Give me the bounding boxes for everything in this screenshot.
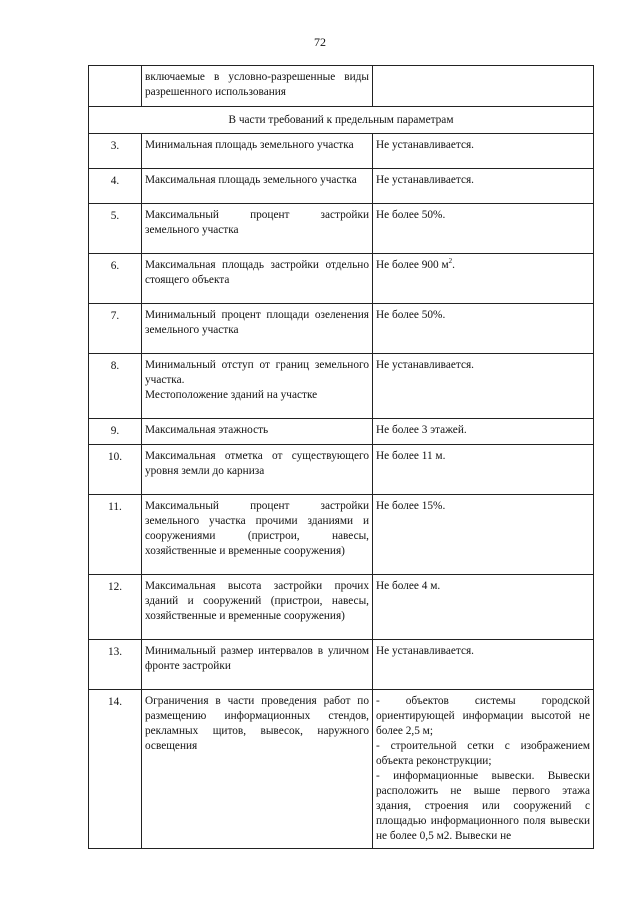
row-value: Не более 4 м. (373, 575, 594, 640)
row-parameter (142, 354, 373, 419)
row-value: Не более 3 этажей. (373, 419, 594, 445)
row-parameter: Максимальный процент застройки земельного участка (142, 204, 373, 254)
row-value: Не более 11 м. (373, 445, 594, 495)
table-row (89, 254, 594, 304)
row-parameter: Максимальный процент застройки земельного участка прочими зданиями и сооружениями (пристрои, навесы, хозяйственные и временные сооружения) (142, 495, 373, 575)
row-number: 10. (89, 445, 142, 495)
table-row (89, 169, 594, 204)
table-row (89, 575, 594, 640)
row-parameter: Минимальный процент площади озеленения земельного участка (142, 304, 373, 354)
row-number: 5. (89, 204, 142, 254)
row-parameter: Максимальная высота застройки прочих зданий и сооружений (пристрои, навесы, хозяйственные и временные сооружения) (142, 575, 373, 640)
table-row-header (89, 66, 594, 107)
row-value: Не более 50%. (373, 204, 594, 254)
row-parameter: Ограничения в части проведения работ по размещению информационных стендов, рекламных щитов, вывесок, наружного освещения (142, 690, 373, 849)
table-row (89, 640, 594, 690)
table-row (89, 445, 594, 495)
table-row (89, 134, 594, 169)
row-parameter: Минимальная площадь земельного участка (142, 134, 373, 169)
parameter-text: Минимальный отступ от границ земельного участка. (145, 359, 369, 386)
value-suffix: . (452, 259, 455, 271)
row-parameter: Максимальная площадь земельного участка (142, 169, 373, 204)
value-superscript: 2 (448, 257, 453, 266)
row-number: 13. (89, 640, 142, 690)
row-parameter: включаемые в условно-разрешенные виды разрешенного использования (142, 66, 373, 107)
value-text: Не более 900 м (376, 259, 449, 271)
row-number: 9. (89, 419, 142, 445)
row-number: 12. (89, 575, 142, 640)
row-value: Не более 15%. (373, 495, 594, 575)
table-row (89, 354, 594, 419)
value-list-item: - строительной сетки с изображением объекта реконструкции; (376, 740, 590, 767)
row-value-list (373, 690, 594, 849)
section-title-row (89, 107, 594, 134)
value-list-item: - объектов системы городской ориентирующей информации высотой не более 2,5 м; (376, 695, 590, 737)
value-list-item: - информационные вывески. Вывески расположить не выше первого этажа здания, строения или сооружений с площадью информационного поля вывески не более 0,5 м2. Вывески не (376, 770, 590, 842)
row-parameter: Минимальный размер интервалов в уличном фронте застройки (142, 640, 373, 690)
row-number: 6. (89, 254, 142, 304)
table-row (89, 304, 594, 354)
row-value: Не более 50%. (373, 304, 594, 354)
row-value: Не устанавливается. (373, 134, 594, 169)
row-value (373, 66, 594, 107)
section-title: В части требований к предельным параметрам (89, 107, 594, 134)
row-number: 8. (89, 354, 142, 419)
row-value: Не устанавливается. (373, 354, 594, 419)
row-number: 4. (89, 169, 142, 204)
row-number: 3. (89, 134, 142, 169)
row-value (373, 254, 594, 304)
table-row (89, 495, 594, 575)
parameter-extra-text: Местоположение зданий на участке (145, 389, 318, 401)
row-value: Не устанавливается. (373, 169, 594, 204)
row-parameter: Максимальная отметка от существующего уровня земли до карниза (142, 445, 373, 495)
table-row (89, 204, 594, 254)
row-number: 14. (89, 690, 142, 849)
table-row (89, 419, 594, 445)
row-value: Не устанавливается. (373, 640, 594, 690)
row-parameter: Максимальная этажность (142, 419, 373, 445)
row-number: 7. (89, 304, 142, 354)
row-parameter: Максимальная площадь застройки отдельно стоящего объекта (142, 254, 373, 304)
parameters-table (88, 65, 594, 849)
table-row (89, 690, 594, 849)
row-number: 11. (89, 495, 142, 575)
row-number (89, 66, 142, 107)
page-number: 72 (314, 35, 326, 49)
